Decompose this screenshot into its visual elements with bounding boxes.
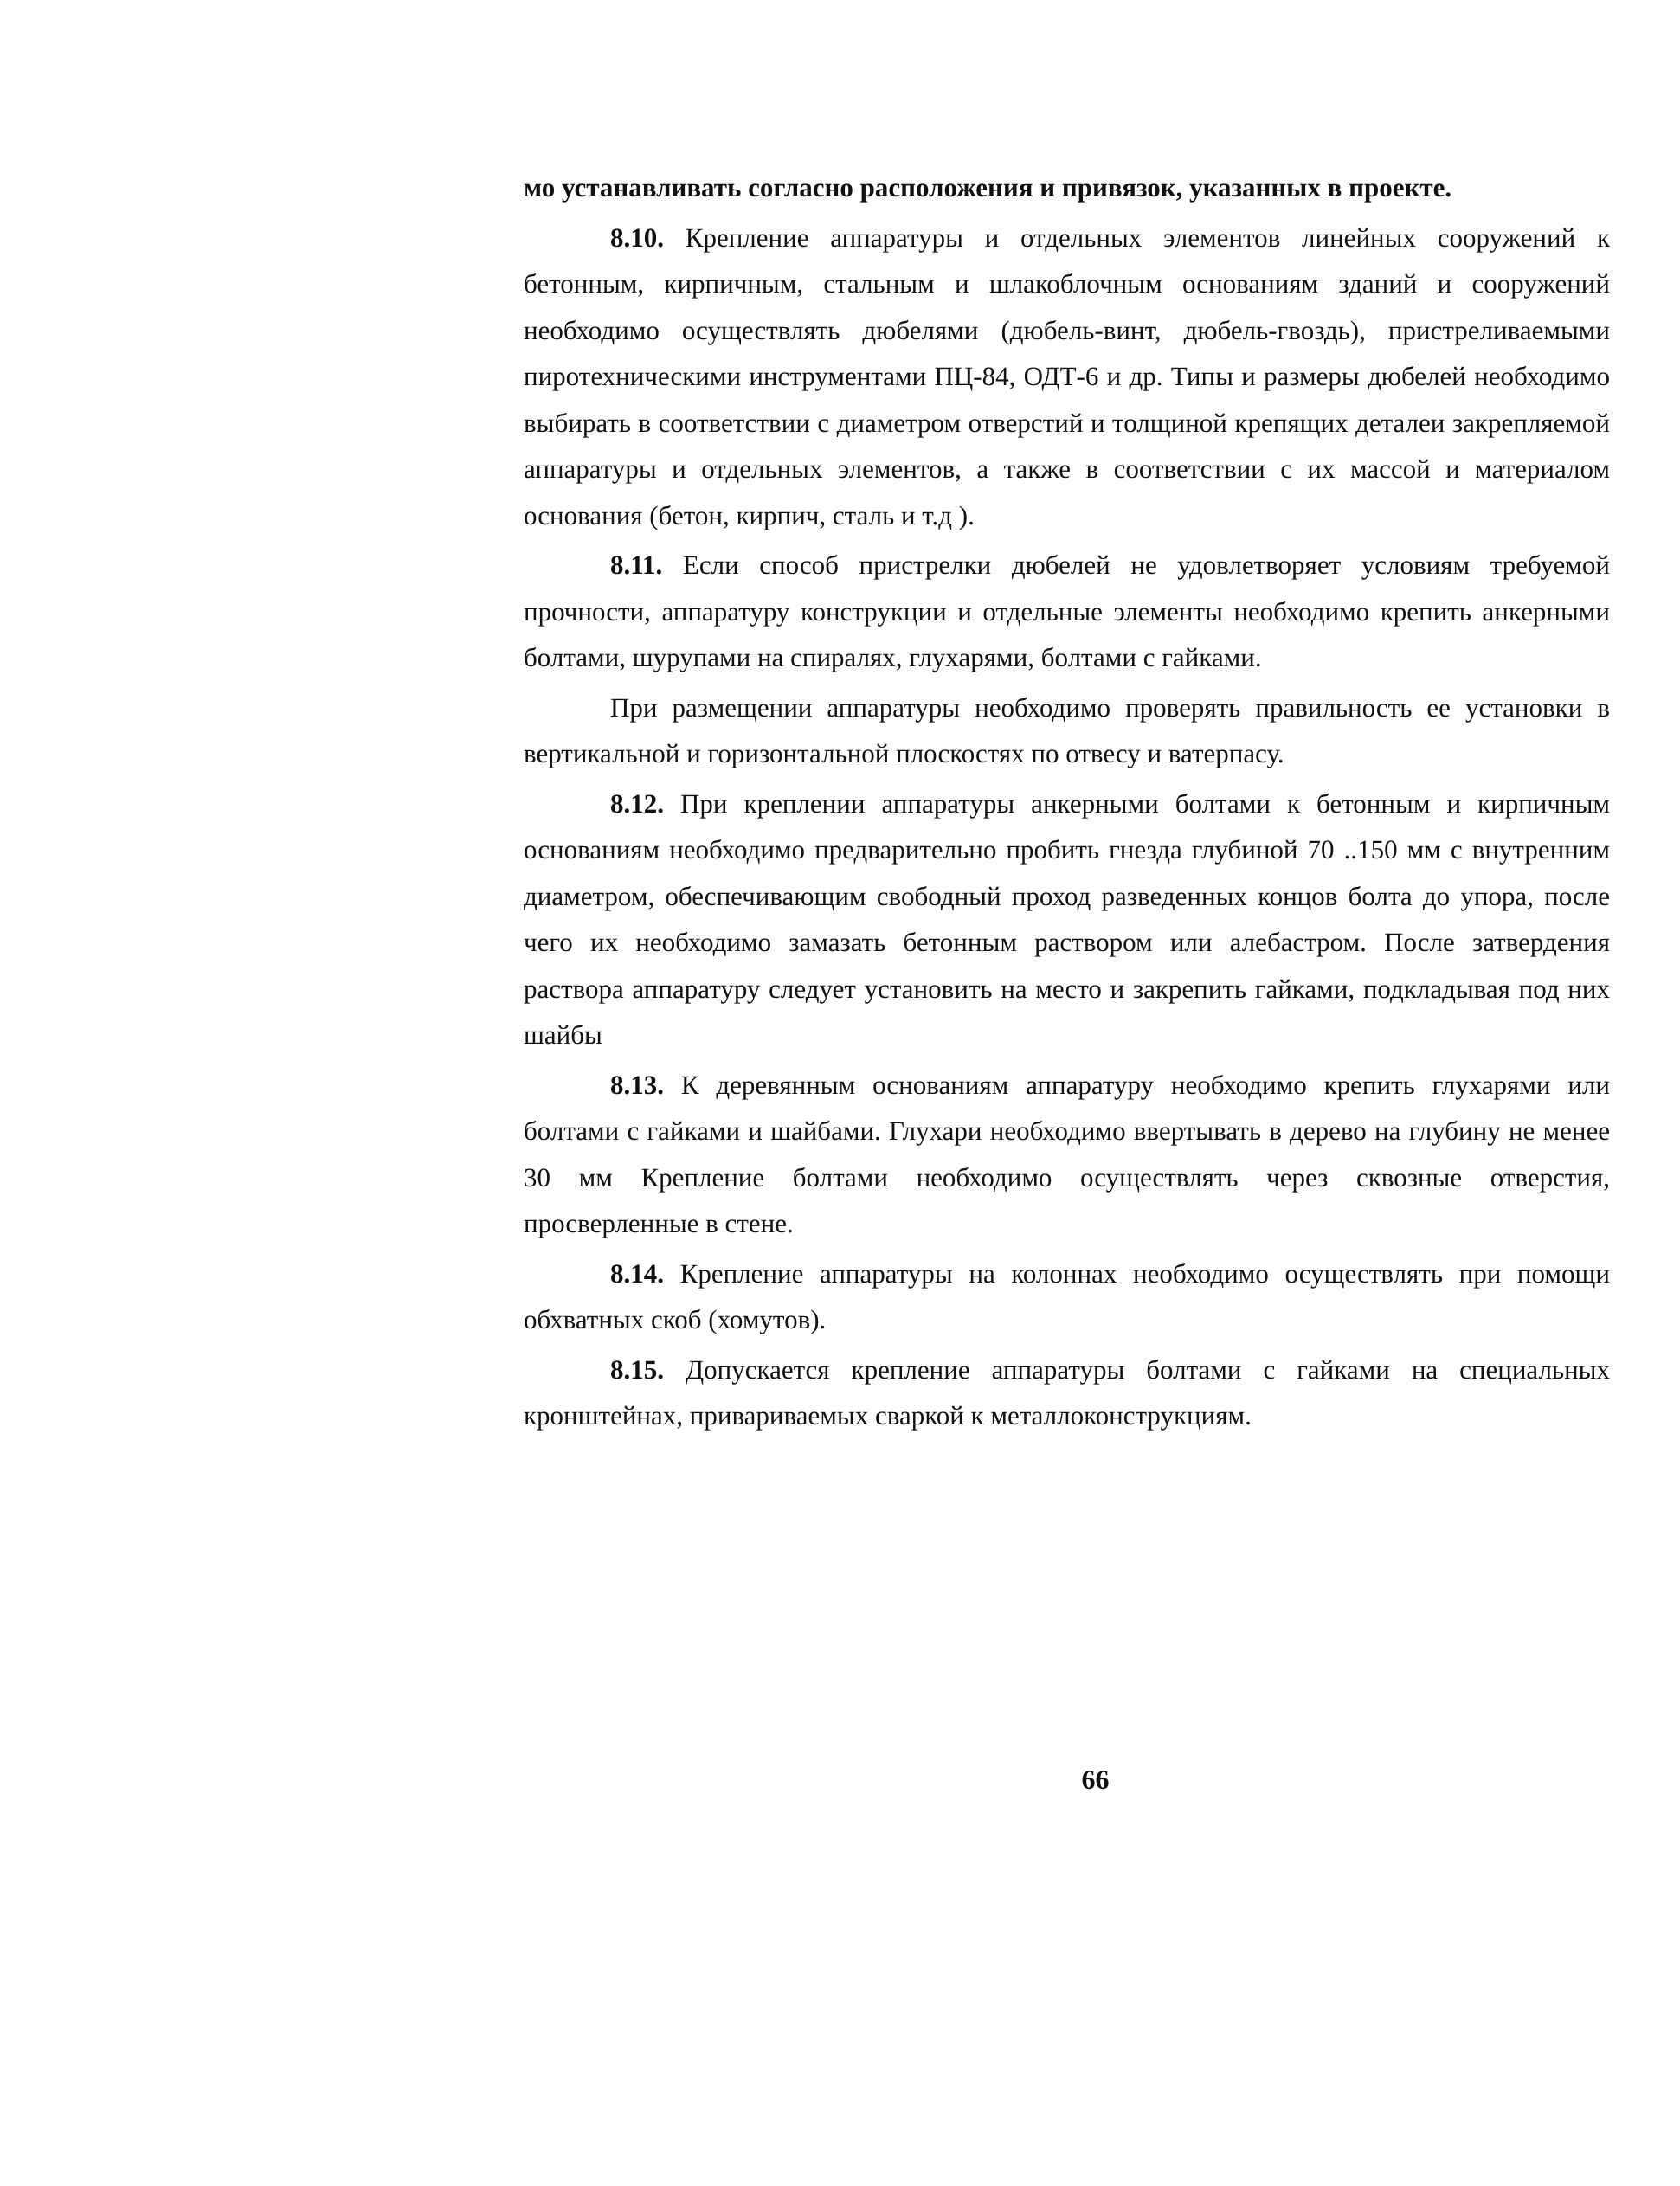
paragraph-unnumbered: [524, 685, 1610, 777]
paragraph-8-11: [524, 542, 1610, 681]
paragraph-number: 8.11.: [610, 550, 663, 580]
paragraph-text: При креплении аппаратуры анкерными болтами к бетонным и кирпичным основаниям необходимо предварительно пробить гнезда глубиной 70 ..150 мм с внутренним диаметром, обеспечивающим свободный проход разведенных концов болта до упора, после чего их необходимо замазать бетонным раствором или алебастром. После затвердения раствора аппаратуру следует установить на место и закрепить гайками, подкладывая под них шайбы: [524, 788, 1611, 1050]
paragraph-text: Допускается крепление аппаратуры болтами с гайками на специальных кронштейнах, привариваемых сваркой к металлоконструкциям.: [524, 1353, 1610, 1431]
paragraph-text: К деревянным основаниям аппаратуру необходимо крепить глухарями или болтами с гайками и шайбами. Глухари необходимо ввертывать в дерево на глубину не менее 30 мм Крепление болтами необходимо осуществлять через сквозные отверстия, просверленные в стене.: [524, 1069, 1610, 1238]
paragraph-number: 8.13.: [610, 1069, 664, 1100]
paragraph-8-15: [524, 1347, 1610, 1439]
continuation-text: мо устанавливать согласно расположения и привязок, указанных в проекте.: [524, 172, 1452, 203]
paragraph-text: Если способ пристрелки дюбелей не удовлетворяет условиям требуемой прочности, аппаратуру конструкции и отдельные элементы необходимо крепить анкерными болтами, шурупами на спиралях, глухарями, болтами с гайками.: [524, 550, 1611, 672]
document-body: [524, 164, 1610, 1439]
page-number: 66: [1081, 1764, 1110, 1795]
paragraph-text: Крепление аппаратуры на колоннах необходимо осуществлять при помощи обхватных скоб (хомутов).: [524, 1257, 1611, 1334]
paragraph-8-14: [524, 1251, 1610, 1343]
paragraph-text: Крепление аппаратуры и отдельных элементов линейных сооружений к бетонным, кирпичным, стальным и шлакоблочным основаниям зданий и сооружений необходимо осуществлять дюбелями (дюбель-винт, дюбель-гвоздь), пристреливаемыми пиротехническими инструментами ПЦ-84, ОДТ-6 и др. Типы и размеры дюбелей необходимо выбирать в соответствии с диаметром отверстий и толщиной крепящих деталеи закрепляемой аппаратуры и отдельных элементов, а также в соответствии с их массой и материалом основания (бетон, кирпич, сталь и т.д ).: [524, 222, 1611, 530]
paragraph-number: 8.10.: [610, 222, 664, 253]
paragraph-text: При размещении аппаратуры необходимо проверять правильность ее установки в вертикальной и горизонтальной плоскостях по отвесу и ватерпасу.: [524, 691, 1610, 768]
paragraph-number: 8.15.: [610, 1353, 664, 1385]
paragraph-number: 8.14.: [610, 1257, 664, 1289]
paragraph-8-12: [524, 781, 1610, 1058]
paragraph-8-10: [524, 215, 1610, 539]
paragraph-8-13: [524, 1062, 1610, 1247]
paragraph-number: 8.12.: [610, 788, 664, 819]
